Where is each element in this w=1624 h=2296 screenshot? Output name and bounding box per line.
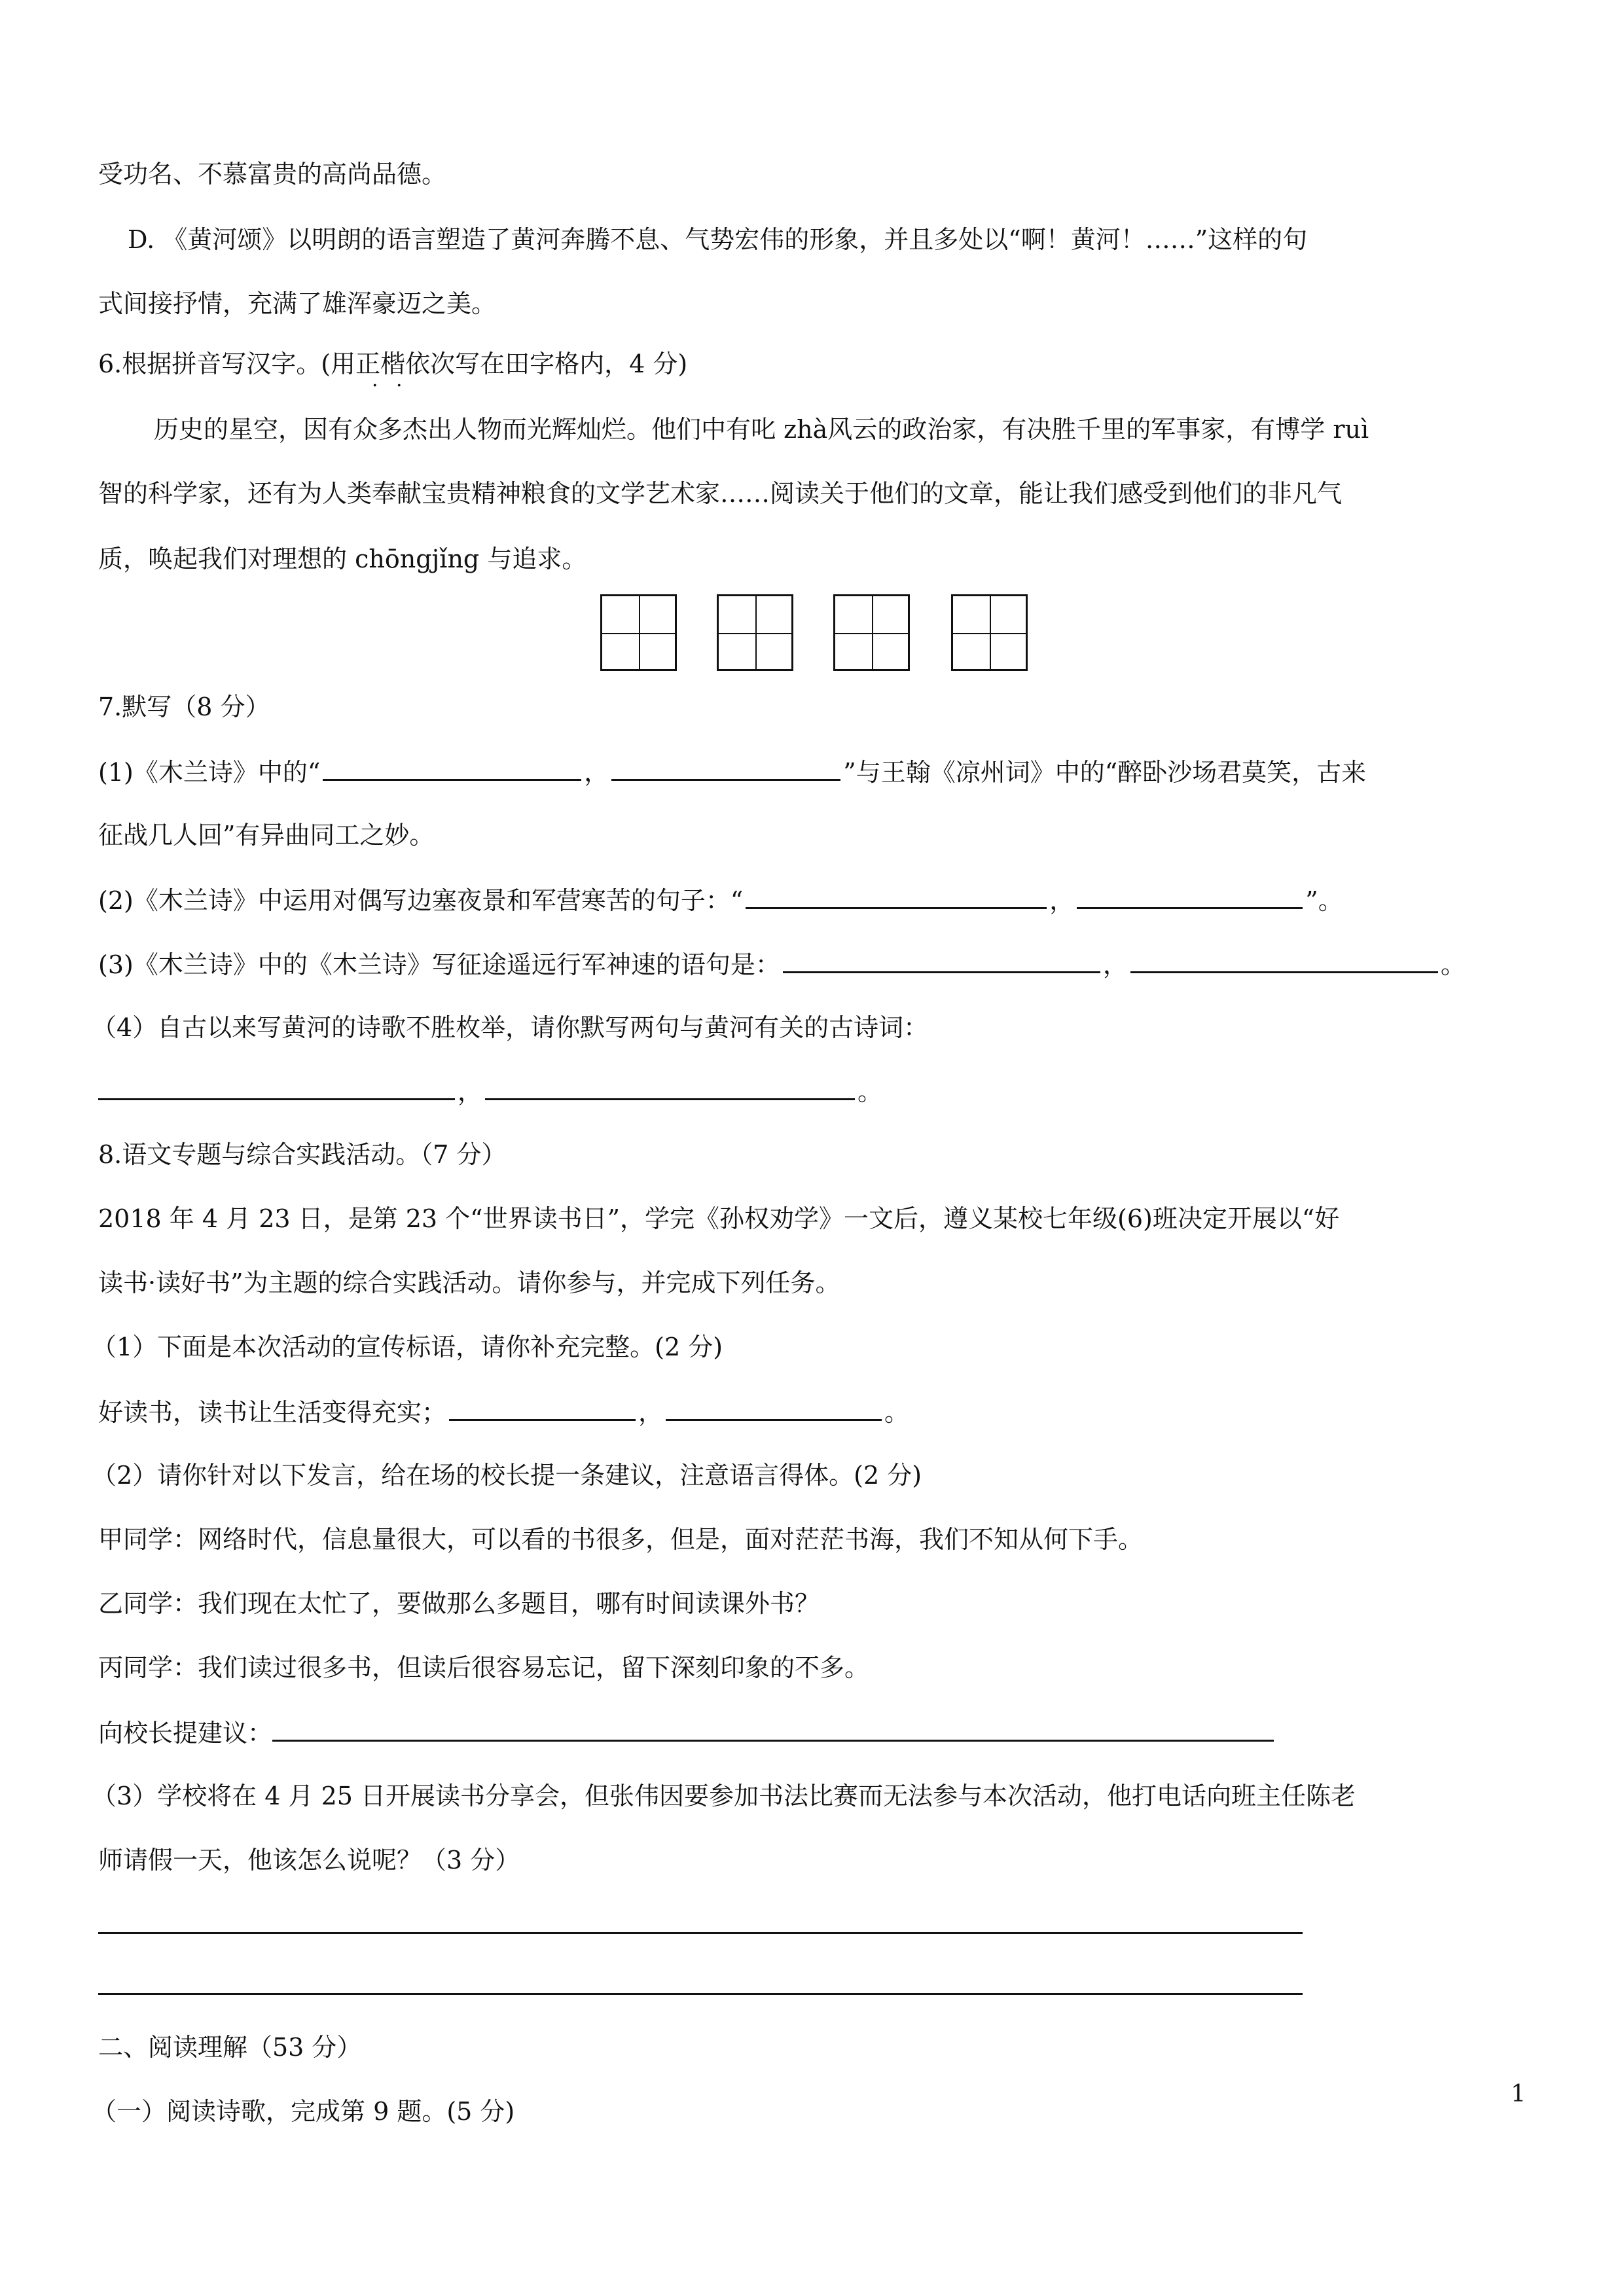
tianzige-box-4[interactable]: [951, 594, 1028, 671]
question-6-paragraph: 智的科学家，还有为人类奉献宝贵精神粮食的文学艺术家……阅读关于他们的文章，能让我们感受到他们的非凡气: [98, 479, 1343, 508]
answer-rule[interactable]: [98, 1993, 1303, 1995]
q7-1-comma: ，: [584, 758, 609, 787]
q7-2-comma: ，: [1049, 886, 1075, 915]
emphasis-dot: ·: [396, 374, 403, 397]
q7-4-comma: ，: [458, 1077, 483, 1106]
answer-blank[interactable]: [1077, 881, 1303, 909]
suggestion-label: 向校长提建议：: [98, 1719, 273, 1748]
question-6-paragraph: 历史的星空，因有众多杰出人物而光辉灿烂。他们中有叱 zhà风云的政治家，有决胜千里的军事家，有博学 ruì: [154, 415, 1369, 444]
answer-blank[interactable]: [611, 753, 840, 781]
question-8-3: （3）学校将在 4 月 25 日开展读书分享会，但张伟因要参加书法比赛而无法参与本次活动，他打电话向班主任陈老: [92, 1782, 1356, 1810]
answer-blank[interactable]: [323, 753, 581, 781]
suggestion-line: [98, 1713, 1526, 1751]
q8-1-prefix: 好读书，读书让生活变得充实；: [98, 1398, 447, 1427]
answer-blank[interactable]: [98, 1072, 455, 1100]
question-8-2: （2）请你针对以下发言，给在场的校长提一条建议，注意语言得体。(2 分): [92, 1461, 922, 1490]
tianzige-box-3[interactable]: [833, 594, 910, 671]
question-7-title: 7.默写（8 分）: [98, 692, 270, 721]
answer-blank[interactable]: [1130, 945, 1438, 973]
q7-1-prefix: (1)《木兰诗》中的“: [98, 758, 321, 787]
text-line: 式间接抒情，充满了雄浑豪迈之美。: [98, 289, 497, 318]
question-8-title: 8.语文专题与综合实践活动。（7 分）: [98, 1140, 507, 1169]
question-7-1-cont: 征战几人回”有异曲同工之妙。: [98, 821, 435, 850]
q7-3-prefix: (3)《木兰诗》中的《木兰诗》写征途遥远行军神速的语句是：: [98, 950, 780, 979]
student-remark-a: 甲同学：网络时代，信息量很大，可以看的书很多，但是，面对茫茫书海，我们不知从何下手。: [98, 1525, 1144, 1554]
q7-2-prefix: (2)《木兰诗》中运用对偶写边塞夜景和军营寒苦的句子：“: [98, 886, 744, 915]
q8-1-period: 。: [884, 1398, 910, 1427]
question-7-1-line: [98, 753, 1526, 791]
student-remark-c: 丙同学：我们读过很多书，但读后很容易忘记，留下深刻印象的不多。: [98, 1653, 870, 1682]
tianzige-box-2[interactable]: [717, 594, 793, 671]
tianzige-box-1[interactable]: [600, 594, 677, 671]
answer-blank[interactable]: [746, 881, 1047, 909]
q7-2-suffix: ”。: [1305, 886, 1343, 915]
answer-rule[interactable]: [98, 1932, 1303, 1934]
question-7-4: （4）自古以来写黄河的诗歌不胜枚举，请你默写两句与黄河有关的古诗词：: [92, 1013, 929, 1042]
question-6-title: 6.根据拼音写汉字。(用正楷依次写在田字格内，4 分): [98, 350, 688, 378]
answer-blank[interactable]: [783, 945, 1100, 973]
answer-blank[interactable]: [666, 1393, 882, 1421]
question-6-paragraph: 质，唤起我们对理想的 chōngjǐng 与追求。: [98, 545, 587, 573]
section-2-title: 二、阅读理解（53 分）: [98, 2033, 362, 2062]
question-7-3-line: [98, 945, 1526, 983]
option-d-line: D. 《黄河颂》以明朗的语言塑造了黄河奔腾不息、气势宏伟的形象，并且多处以“啊！黄河！……”这样的句: [128, 225, 1308, 254]
q7-3-suffix: 。: [1440, 950, 1466, 979]
student-remark-b: 乙同学：我们现在太忙了，要做那么多题目，哪有时间读课外书？: [98, 1589, 820, 1618]
question-8-paragraph: 2018 年 4 月 23 日，是第 23 个“世界读书日”，学完《孙权劝学》一文后，遵义某校七年级(6)班决定开展以“好: [98, 1204, 1340, 1233]
question-8-1-answer-line: [98, 1393, 1526, 1431]
question-7-4-answer-line: [98, 1072, 1526, 1110]
section-2-1-title: （一）阅读诗歌，完成第 9 题。(5 分): [92, 2097, 515, 2126]
question-8-1: （1）下面是本次活动的宣传标语，请你补充完整。(2 分): [92, 1333, 723, 1361]
answer-blank[interactable]: [485, 1072, 855, 1100]
emphasis-dot: ·: [372, 374, 378, 397]
q8-1-comma: ，: [638, 1398, 664, 1427]
page-number: 1: [1511, 2081, 1526, 2108]
q7-3-comma: ，: [1102, 950, 1128, 979]
q7-1-suffix: ”与王翰《凉州词》中的“醉卧沙场君莫笑，古来: [843, 758, 1367, 787]
question-8-3-cont: 师请假一天，他该怎么说呢？（3 分）: [98, 1846, 520, 1874]
question-8-paragraph: 读书·读好书”为主题的综合实践活动。请你参与，并完成下列任务。: [98, 1268, 840, 1297]
answer-blank[interactable]: [449, 1393, 636, 1421]
q7-4-period: 。: [857, 1077, 883, 1106]
text-line: 受功名、不慕富贵的高尚品德。: [98, 160, 447, 188]
question-7-2-line: [98, 881, 1526, 919]
answer-blank[interactable]: [272, 1713, 1274, 1742]
